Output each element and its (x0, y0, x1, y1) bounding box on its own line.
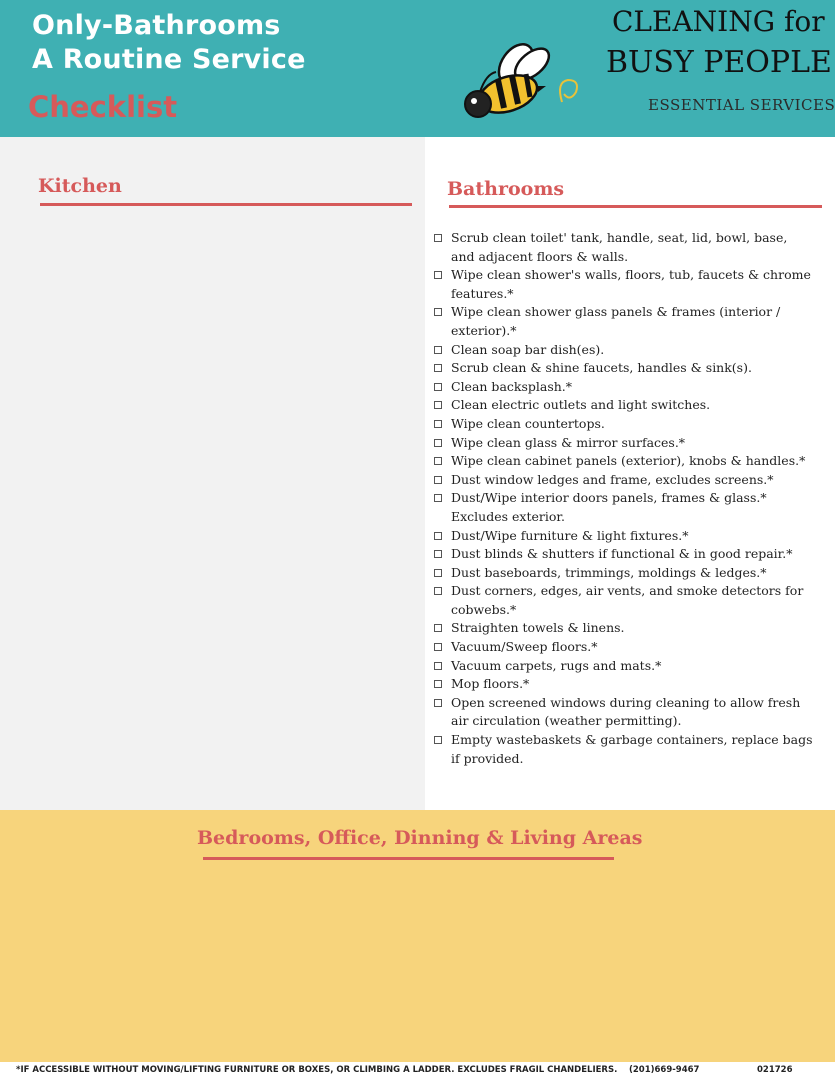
checklist-item-label: Vacuum/Sweep floors.* (451, 639, 598, 655)
checklist-item-label: Dust/Wipe furniture & light fixtures.* (451, 527, 689, 543)
checkbox-icon[interactable] (434, 383, 442, 391)
checklist-item-label: Open screened windows during cleaning to allow fresh air circulation (weather permitting). (451, 694, 801, 729)
kitchen-title-underline (40, 203, 412, 206)
checkbox-icon[interactable] (434, 550, 442, 558)
checkbox-icon[interactable] (434, 308, 442, 316)
checklist-item (434, 471, 814, 490)
bee-icon (458, 42, 583, 120)
footer-phone: (201)669-9467 (629, 1065, 700, 1075)
checkbox-icon[interactable] (434, 587, 442, 595)
checklist-item-label: Mop floors.* (451, 676, 530, 692)
checkbox-icon[interactable] (434, 494, 442, 502)
checklist-item-label: Wipe clean glass & mirror surfaces.* (451, 434, 686, 450)
checklist-item-label: Wipe clean shower's walls, floors, tub, faucets & chrome features.* (451, 267, 811, 301)
bathrooms-checklist (434, 229, 814, 768)
kitchen-section (0, 137, 425, 810)
checkbox-icon[interactable] (434, 271, 442, 279)
checklist-item-label: Wipe clean cabinet panels (exterior), knobs & handles.* (451, 453, 806, 469)
bathrooms-title: Bathrooms (447, 178, 565, 200)
checklist-item-label: Scrub clean toilet' tank, handle, seat, lid, bowl, base, and adjacent floors & walls. (451, 230, 788, 264)
checkbox-icon[interactable] (434, 680, 442, 688)
checklist-item (434, 564, 814, 583)
checkbox-icon[interactable] (434, 401, 442, 409)
checkbox-icon[interactable] (434, 736, 442, 744)
service-title-line2: A Routine Service (32, 44, 306, 75)
footer-note: *IF ACCESSIBLE WITHOUT MOVING/LIFTING FURNITURE OR BOXES, OR CLIMBING A LADDER. EXCLUDES FRAGIL CHANDELIERS. (16, 1065, 618, 1075)
checkbox-icon[interactable] (434, 234, 442, 242)
kitchen-title: Kitchen (38, 175, 122, 197)
checkbox-icon[interactable] (434, 364, 442, 372)
checklist-item (434, 341, 814, 360)
checkbox-icon[interactable] (434, 569, 442, 577)
checklist-item-label: Clean backsplash.* (451, 378, 573, 394)
checklist-item (434, 434, 814, 453)
checklist-item (434, 378, 814, 397)
bathrooms-title-underline (449, 205, 822, 208)
rooms-title: Bedrooms, Office, Dinning & Living Areas (197, 827, 643, 849)
checkbox-icon[interactable] (434, 532, 442, 540)
checklist-item-label: Wipe clean shower glass panels & frames (interior / exterior).* (451, 304, 781, 338)
checklist-item-label: Clean electric outlets and light switches. (451, 397, 711, 413)
checklist-item-label: Dust baseboards, trimmings, moldings & ledges.* (451, 564, 767, 580)
checkbox-icon[interactable] (434, 476, 442, 484)
checklist-item (434, 582, 814, 619)
footer-code: 021726 (757, 1065, 793, 1075)
checklist-item-label: Wipe clean countertops. (451, 415, 605, 431)
checklist-item (434, 229, 814, 266)
checklist-item (434, 657, 814, 676)
rooms-title-underline (203, 857, 614, 860)
checklist-item (434, 415, 814, 434)
checkbox-icon[interactable] (434, 643, 442, 651)
checklist-item (434, 619, 814, 638)
checklist-item (434, 489, 814, 526)
checklist-item (434, 359, 814, 378)
checklist-item (434, 303, 814, 340)
checklist-item-label: Vacuum carpets, rugs and mats.* (451, 657, 662, 673)
checklist-item (434, 675, 814, 694)
checklist-item-label: Dust/Wipe interior doors panels, frames & glass.* Excludes exterior. (451, 490, 767, 524)
checklist-item-label: Scrub clean & shine faucets, handles & sink(s). (451, 360, 752, 376)
checkbox-icon[interactable] (434, 420, 442, 428)
checklist-item-label: Dust blinds & shutters if functional & in good repair.* (451, 546, 793, 562)
checklist-item (434, 638, 814, 657)
checkbox-icon[interactable] (434, 346, 442, 354)
checkbox-icon[interactable] (434, 624, 442, 632)
checklist-item (434, 527, 814, 546)
checklist-item-label: Straighten towels & linens. (451, 620, 625, 636)
checklist-item (434, 396, 814, 415)
checkbox-icon[interactable] (434, 699, 442, 707)
checklist-item (434, 452, 814, 471)
checkbox-icon[interactable] (434, 457, 442, 465)
checkbox-icon[interactable] (434, 662, 442, 670)
checklist-item (434, 731, 814, 768)
checklist-label: Checklist (28, 90, 178, 124)
brand-tagline: ESSENTIAL SERVICES (648, 96, 835, 114)
checklist-item-label: Empty wastebaskets & garbage containers, replace bags if provided. (451, 732, 813, 766)
checklist-item (434, 266, 814, 303)
checkbox-icon[interactable] (434, 439, 442, 447)
brand-name-line2: BUSY PEOPLE (606, 45, 832, 80)
brand-name-line1: CLEANING for (612, 5, 825, 38)
checklist-item (434, 694, 814, 731)
checklist-item-label: Clean soap bar dish(es). (451, 341, 605, 357)
checklist-item-label: Dust window ledges and frame, excludes screens.* (451, 471, 774, 487)
checklist-item (434, 545, 814, 564)
checklist-item-label: Dust corners, edges, air vents, and smoke detectors for cobwebs.* (451, 583, 804, 617)
service-title-line1: Only-Bathrooms (32, 10, 281, 41)
